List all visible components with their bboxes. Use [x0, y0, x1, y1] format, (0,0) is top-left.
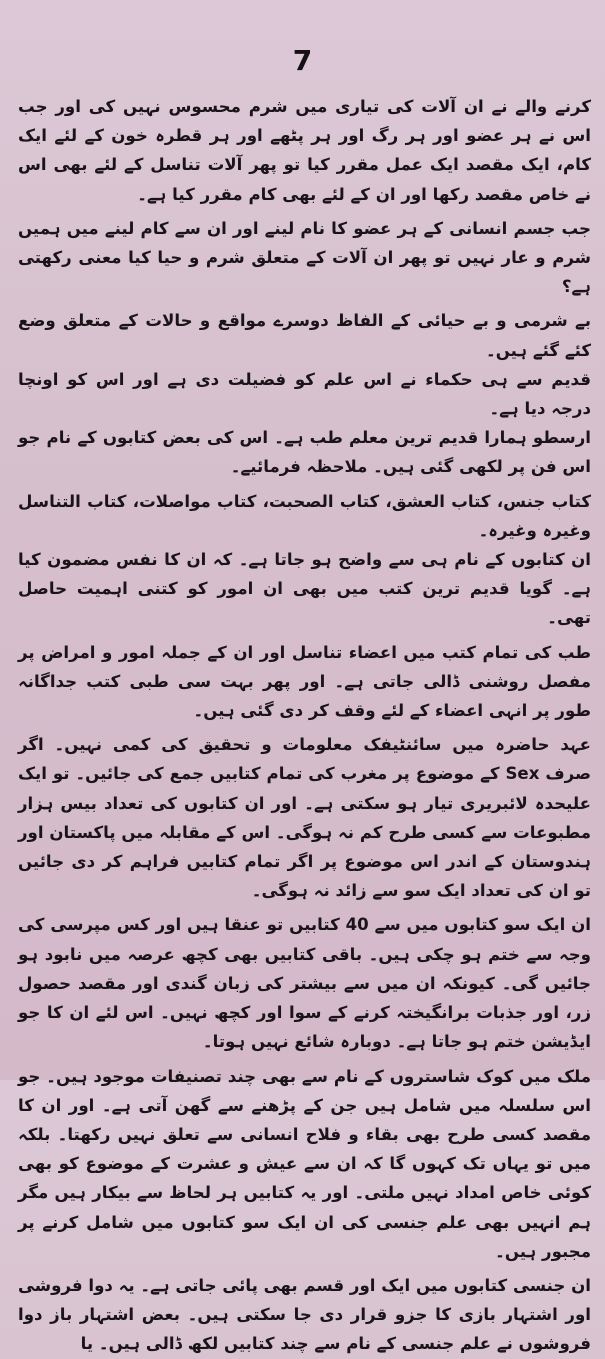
page-number: 7	[292, 44, 313, 77]
paragraph: بے شرمی و بے حیائی کے الفاظ دوسرے مواقع و حالات کے متعلق وضع کئے گئے ہیں۔	[18, 311, 591, 360]
paragraph: کتاب جنس، کتاب العشق، کتاب الصحبت، کتاب مواصلات، کتاب التناسل وغیرہ وغیرہ۔	[18, 491, 591, 540]
paragraph: ان جنسی کتابوں میں ایک اور قسم بھی پائی جاتی ہے۔ یہ دوا فروشی اور اشتہار بازی کا جزو قرار دی جا سکتی ہیں۔ بعض اشتہار باز دوا فروشوں نے علم جنسی کے نام سے چند کتابیں لکھ ڈالی ہیں۔ یا	[18, 1275, 591, 1354]
paragraph: ارسطو ہمارا قدیم ترین معلم طب ہے۔ اس کی بعض کتابوں کے نام جو اس فن پر لکھی گئی ہیں۔ ملاحظہ فرمائیے۔	[18, 428, 591, 477]
paragraph: جب جسم انسانی کے ہر عضو کا نام لینے اور ان سے کام لینے میں ہمیں شرم و عار نہیں تو پھر ان آلات کے متعلق شرم و حیا کیا معنی رکھتی ہے؟	[18, 218, 591, 297]
paragraph: کرنے والے نے ان آلات کی تیاری میں شرم محسوس نہیں کی اور جب اس نے ہر عضو اور ہر رگ اور ہر پٹھے اور ہر قطرہ خون کے لئے ایک کام، ایک مقصد ایک عمل مقرر کیا تو پھر آلات تناسل کے لئے بھی اس نے خاص مقصد رکھا اور ان کے لئے بھی کام مقرر کیا ہے۔	[18, 97, 591, 204]
paragraph: ان ایک سو کتابوں میں سے 40 کتابیں تو عنقا ہیں اور کس مپرسی کی وجہ سے ختم ہو چکی ہیں۔ باقی کتابیں بھی کچھ عرصہ میں نابود ہو جائیں گی۔ کیونکہ ان میں سے بیشتر کی زبان گندی اور مقصد حصول زر، اور جذبات برانگیختہ کرنے کے سوا اور کچھ نہیں۔ اس لئے ان کا جو ایڈیشن ختم ہو جاتا ہے۔ دوبارہ شائع نہیں ہوتا۔	[18, 915, 591, 1052]
page-text	[18, 92, 591, 1359]
paragraph: عہد حاضرہ میں سائنٹیفک معلومات و تحقیق کی کمی نہیں۔ اگر صرف Sex کے موضوع پر مغرب کی تمام کتابیں جمع کی جائیں۔ تو ایک علیحدہ لائبریری تیار ہو سکتی ہے۔ اور ان کتابوں کی تعداد بیس ہزار مطبوعات سے کسی طرح کم نہ ہوگی۔ اس کے مقابلہ میں پاکستان اور ہندوستان کے اندر اس موضوع پر اگر تمام کتابیں فراہم کر دی جائیں تو ان کی تعداد ایک سو سے زائد نہ ہوگی۔	[18, 735, 591, 901]
paragraph: قدیم سے ہی حکماء نے اس علم کو فضیلت دی ہے اور اس کو اونچا درجہ دیا ہے۔	[18, 369, 591, 419]
paragraph: ملک میں کوک شاستروں کے نام سے بھی چند تصنیفات موجود ہیں۔ جو اس سلسلہ میں شامل ہیں جن کے پڑھنے سے گھن آتی ہے۔ اور ان کا مقصد کسی طرح بھی بقاء و فلاح انسانی سے تعلق نہیں رکھتا۔ بلکہ میں تو یہاں تک کہوں گا کہ ان سے عیش و عشرت کے موضوع کو بھی کوئی خاص امداد نہیں ملتی۔ اور یہ کتابیں ہر لحاظ سے بیکار ہیں مگر ہم انہیں بھی علم جنسی کی ان ایک سو کتابوں میں شامل کرنے پر مجبور ہیں۔	[18, 1066, 591, 1261]
paragraph: ان کتابوں کے نام ہی سے واضح ہو جاتا ہے۔ کہ ان کا نفس مضمون کیا ہے۔ گویا قدیم ترین کتب میں بھی ان امور کو کتنی اہمیت حاصل تھی۔	[18, 550, 591, 628]
paragraph: طب کی تمام کتب میں اعضاء تناسل اور ان کے جملہ امور و امراض پر مفصل روشنی ڈالی جاتی ہے۔ اور پھر بہت سی طبی کتب جداگانہ طور پر انہی اعضاء کے لئے وقف کر دی گئی ہیں۔	[18, 642, 591, 721]
